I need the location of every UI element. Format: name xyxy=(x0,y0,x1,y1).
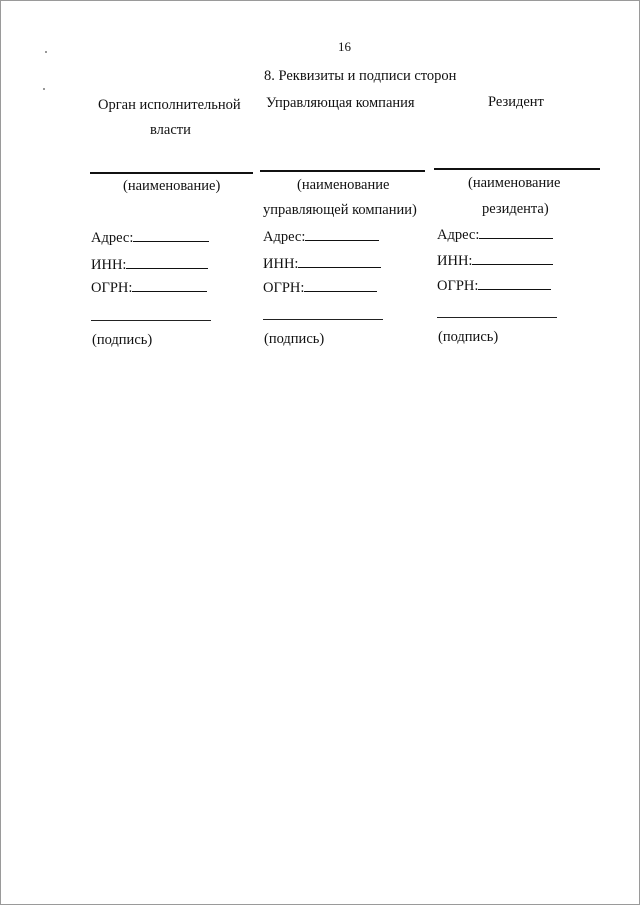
name-line-executive xyxy=(90,172,253,174)
party-executive-authority-line2: власти xyxy=(150,122,191,138)
ogrn-blank xyxy=(132,279,207,292)
ogrn-label: ОГРН: xyxy=(437,278,479,294)
address-field-management xyxy=(263,228,379,246)
inn-field-management xyxy=(263,255,381,273)
address-label: Адрес: xyxy=(437,227,480,243)
address-label: Адрес: xyxy=(263,229,306,245)
signature-line-management xyxy=(263,319,383,320)
ogrn-label: ОГРН: xyxy=(263,280,305,296)
ogrn-field-management xyxy=(263,279,377,297)
party-resident: Резидент xyxy=(488,94,544,110)
signature-line-executive xyxy=(91,320,211,321)
address-blank xyxy=(305,228,379,241)
name-caption-resident-line2: резидента) xyxy=(482,201,549,217)
party-management-company: Управляющая компания xyxy=(266,95,415,111)
signature-caption-resident: (подпись) xyxy=(438,329,499,345)
name-line-resident xyxy=(434,168,600,170)
address-blank xyxy=(133,229,209,242)
inn-field-executive xyxy=(91,256,208,274)
section-heading: 8. Реквизиты и подписи сторон xyxy=(264,68,457,84)
name-caption-management: (наименование xyxy=(297,177,390,193)
inn-blank xyxy=(298,255,381,268)
scan-speck xyxy=(45,51,47,53)
name-caption-resident: (наименование xyxy=(468,175,561,191)
inn-label: ИНН: xyxy=(437,253,473,269)
address-blank xyxy=(479,226,553,239)
inn-label: ИНН: xyxy=(91,257,127,273)
ogrn-blank xyxy=(478,277,551,290)
ogrn-field-executive xyxy=(91,279,207,297)
inn-label: ИНН: xyxy=(263,256,299,272)
ogrn-label: ОГРН: xyxy=(91,280,133,296)
party-executive-authority: Орган исполнительной xyxy=(98,97,241,113)
page-number: 16 xyxy=(338,39,351,54)
ogrn-blank xyxy=(304,279,377,292)
name-line-management xyxy=(260,170,425,172)
inn-blank xyxy=(472,252,553,265)
ogrn-field-resident xyxy=(437,277,551,295)
address-field-executive xyxy=(91,229,209,247)
signature-line-resident xyxy=(437,317,557,318)
address-label: Адрес: xyxy=(91,230,134,246)
inn-blank xyxy=(126,256,208,269)
inn-field-resident xyxy=(437,252,553,270)
signature-caption-executive: (подпись) xyxy=(92,332,153,348)
signature-caption-management: (подпись) xyxy=(264,331,325,347)
address-field-resident xyxy=(437,226,553,244)
scan-speck xyxy=(43,88,45,90)
name-caption-management-line2: управляющей компании) xyxy=(263,202,417,218)
name-caption-executive: (наименование) xyxy=(123,178,221,194)
